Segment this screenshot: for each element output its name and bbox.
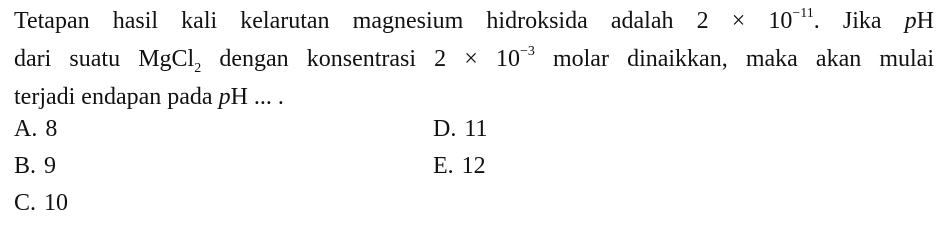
question-line-2-text: dengan konsentrasi 2 × 10 xyxy=(201,46,520,72)
option-b[interactable] xyxy=(14,149,56,184)
answer-options xyxy=(14,112,934,223)
question-text xyxy=(14,4,934,115)
italic-p: p xyxy=(904,8,917,34)
option-value: 9 xyxy=(44,153,57,179)
question-line-3-text: H ... . xyxy=(230,84,284,110)
question-line-3 xyxy=(14,80,934,115)
question-line-1-text: Tetapan hasil kali kelarutan magnesium hidroksida adalah 2 × 10 xyxy=(14,8,793,34)
options-row xyxy=(14,149,934,186)
option-letter: A. xyxy=(14,116,38,142)
option-c[interactable] xyxy=(14,186,68,221)
question-line-2-text: dari suatu MgCl xyxy=(14,46,195,72)
italic-p: p xyxy=(218,84,231,110)
option-value: 11 xyxy=(464,116,488,142)
options-row xyxy=(14,186,934,223)
exponent: −11 xyxy=(792,6,814,21)
option-letter: D. xyxy=(433,116,457,142)
question-line-3-text: terjadi endapan pada xyxy=(14,84,219,110)
option-letter: C. xyxy=(14,190,37,216)
question-line-1 xyxy=(14,4,934,42)
option-value: 12 xyxy=(461,153,486,179)
options-row xyxy=(14,112,934,149)
exponent: −3 xyxy=(519,44,535,59)
option-value: 8 xyxy=(45,116,58,142)
option-letter: B. xyxy=(14,153,37,179)
option-d[interactable] xyxy=(433,112,487,147)
option-value: 10 xyxy=(44,190,69,216)
option-a[interactable] xyxy=(14,112,57,147)
option-letter: E. xyxy=(433,153,454,179)
question-line-1-text: H xyxy=(916,8,934,34)
option-e[interactable] xyxy=(433,149,486,184)
question-line-2-text: molar dinaikkan, maka akan mulai xyxy=(534,46,934,72)
subscript: 2 xyxy=(194,61,202,76)
question-line-2 xyxy=(14,42,934,80)
question-line-1-text: . Jika xyxy=(813,8,905,34)
